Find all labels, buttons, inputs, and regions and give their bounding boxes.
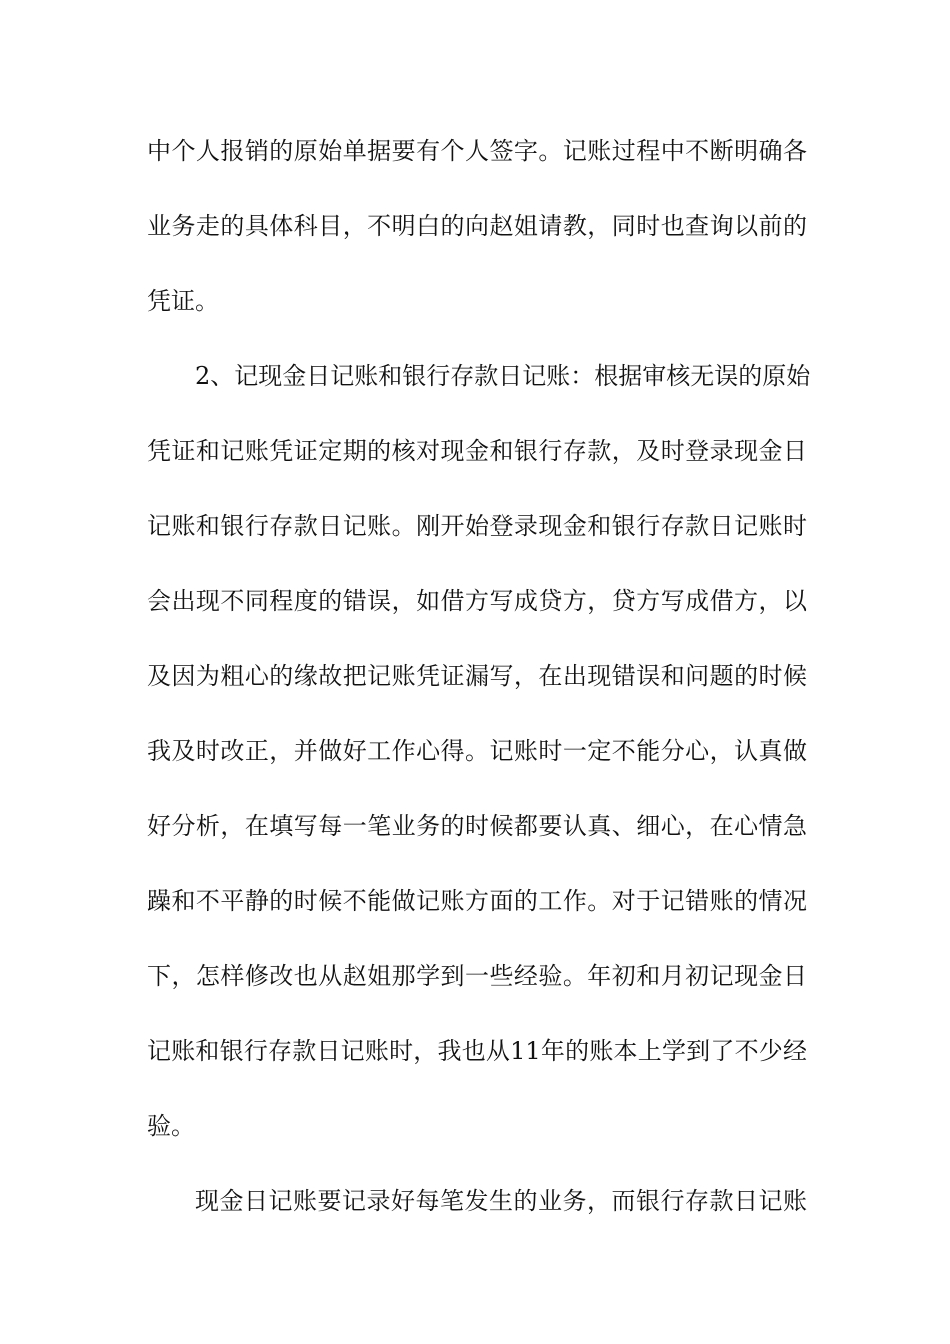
text-line-2: 业务走的具体科目，不明白的向赵姐请教，同时也查询以前的 <box>147 212 807 240</box>
text-line-1: 中个人报销的原始单据要有个人签字。记账过程中不断明确各 <box>147 137 807 165</box>
text-line-12: 下，怎样修改也从赵姐那学到一些经验。年初和月初记现金日 <box>147 962 807 990</box>
text-line-13: 记账和银行存款日记账时，我也从11年的账本上学到了不少经 <box>147 1037 807 1065</box>
text-line-3: 凭证。 <box>147 287 219 315</box>
text-line-6: 记账和银行存款日记账。刚开始登录现金和银行存款日记账时 <box>147 512 807 540</box>
text-line-15: 现金日记账要记录好每笔发生的业务，而银行存款日记账 <box>195 1187 807 1215</box>
text-line-10: 好分析，在填写每一笔业务的时候都要认真、细心，在心情急 <box>147 812 807 840</box>
text-line-5: 凭证和记账凭证定期的核对现金和银行存款，及时登录现金日 <box>147 437 807 465</box>
text-line-14: 验。 <box>147 1112 195 1140</box>
text-line-4: 2、记现金日记账和银行存款日记账：根据审核无误的原始 <box>195 362 811 390</box>
text-line-9: 我及时改正，并做好工作心得。记账时一定不能分心，认真做 <box>147 737 807 765</box>
text-line-11: 躁和不平静的时候不能做记账方面的工作。对于记错账的情况 <box>147 887 807 915</box>
text-line-7: 会出现不同程度的错误，如借方写成贷方，贷方写成借方，以 <box>147 587 807 615</box>
text-line-8: 及因为粗心的缘故把记账凭证漏写，在出现错误和问题的时候 <box>147 662 807 690</box>
